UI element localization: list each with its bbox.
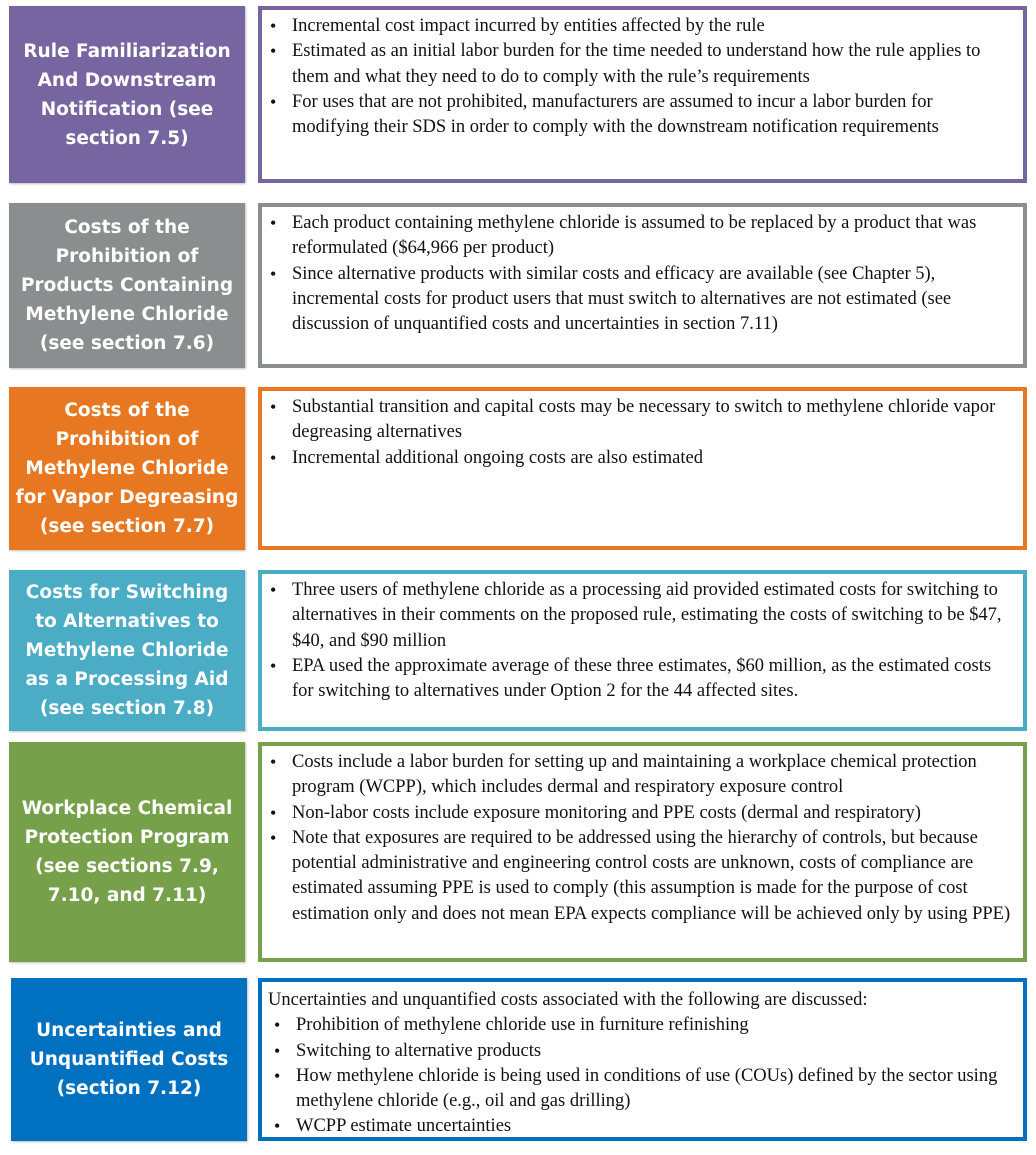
bullet-item: • For uses that are not prohibited, manufacturers are assumed to incur a labor burden for modifying their SDS in order to comply with the downstream notification requirements (292, 90, 1013, 141)
details-box (258, 203, 1027, 368)
bullet-item: • Non-labor costs include exposure monitoring and PPE costs (dermal and respiratory) (292, 801, 1013, 826)
bullet-list (270, 578, 1013, 704)
bullet-item: • WCPP estimate uncertainties (296, 1114, 1013, 1139)
bullet-list (270, 750, 1013, 927)
row-rule-familiarization (0, 6, 1036, 183)
details-box (258, 570, 1027, 731)
bullet-item: • How methylene chloride is being used in conditions of use (COUs) defined by the sector using methylene chloride (e.g., oil and gas drilling) (296, 1064, 1013, 1115)
category-label: Uncertainties and Unquantified Costs (section 7.12) (11, 978, 247, 1141)
bullet-item: • EPA used the approximate average of these three estimates, $60 million, as the estimated costs for switching to alternatives under Option 2 for the 44 affected sites. (292, 654, 1013, 705)
category-label: Rule Familiarization And Downstream Notification (see section 7.5) (9, 6, 245, 183)
details-box (258, 978, 1027, 1141)
bullet-item: • Incremental additional ongoing costs are also estimated (292, 446, 1013, 471)
bullet-item: • Each product containing methylene chloride is assumed to be replaced by a product that was reformulated ($64,966 per product) (292, 211, 1013, 262)
row-product-prohibition (0, 203, 1036, 368)
bullet-item: • Incremental cost impact incurred by entities affected by the rule (292, 14, 1013, 39)
bullet-item: • Prohibition of methylene chloride use in furniture refinishing (296, 1013, 1013, 1038)
bullet-list (270, 14, 1013, 140)
category-label: Costs for Switching to Alternatives to Methylene Chloride as a Processing Aid (see section 7.8) (9, 570, 245, 731)
category-label: Costs of the Prohibition of Methylene Chloride for Vapor Degreasing (see section 7.7) (9, 387, 245, 550)
details-box (258, 6, 1027, 183)
intro-text: Uncertainties and unquantified costs associated with the following are discussed: (268, 990, 868, 1010)
row-wcpp (0, 742, 1036, 962)
category-label: Workplace Chemical Protection Program (see sections 7.9, 7.10, and 7.11) (9, 742, 245, 962)
row-uncertainties (0, 978, 1036, 1141)
row-processing-aid (0, 570, 1036, 731)
bullet-list (270, 1013, 1013, 1139)
bullet-item: • Costs include a labor burden for setting up and maintaining a workplace chemical protection program (WCPP), which includes dermal and respiratory exposure control (292, 750, 1013, 801)
bullet-list (270, 395, 1013, 471)
details-box (258, 387, 1027, 550)
bullet-item: • Note that exposures are required to be addressed using the hierarchy of controls, but because potential administrative and engineering control costs are unknown, costs of compliance are estimated assuming PPE is used to comply (this assumption is made for the purpose of cost estimation only and does not mean EPA expects compliance will be achieved only by using PPE) (292, 826, 1013, 927)
bullet-item: • Since alternative products with similar costs and efficacy are available (see Chapter 5), incremental costs for product users that must switch to alternatives are not estimated (see discussion of unquantified costs and uncertainties in section 7.11) (292, 262, 1013, 338)
row-vapor-degreasing (0, 387, 1036, 550)
category-label: Costs of the Prohibition of Products Containing Methylene Chloride (see section 7.6) (9, 203, 245, 368)
details-box (258, 742, 1027, 962)
bullet-item: • Substantial transition and capital costs may be necessary to switch to methylene chloride vapor degreasing alternatives (292, 395, 1013, 446)
bullet-item: • Estimated as an initial labor burden for the time needed to understand how the rule applies to them and what they need to do to comply with the rule’s requirements (292, 39, 1013, 90)
bullet-item: • Switching to alternative products (296, 1039, 1013, 1064)
bullet-item: • Three users of methylene chloride as a processing aid provided estimated costs for switching to alternatives in their comments on the proposed rule, estimating the costs of switching to be $47, $40, and $90 million (292, 578, 1013, 654)
bullet-list (270, 211, 1013, 337)
